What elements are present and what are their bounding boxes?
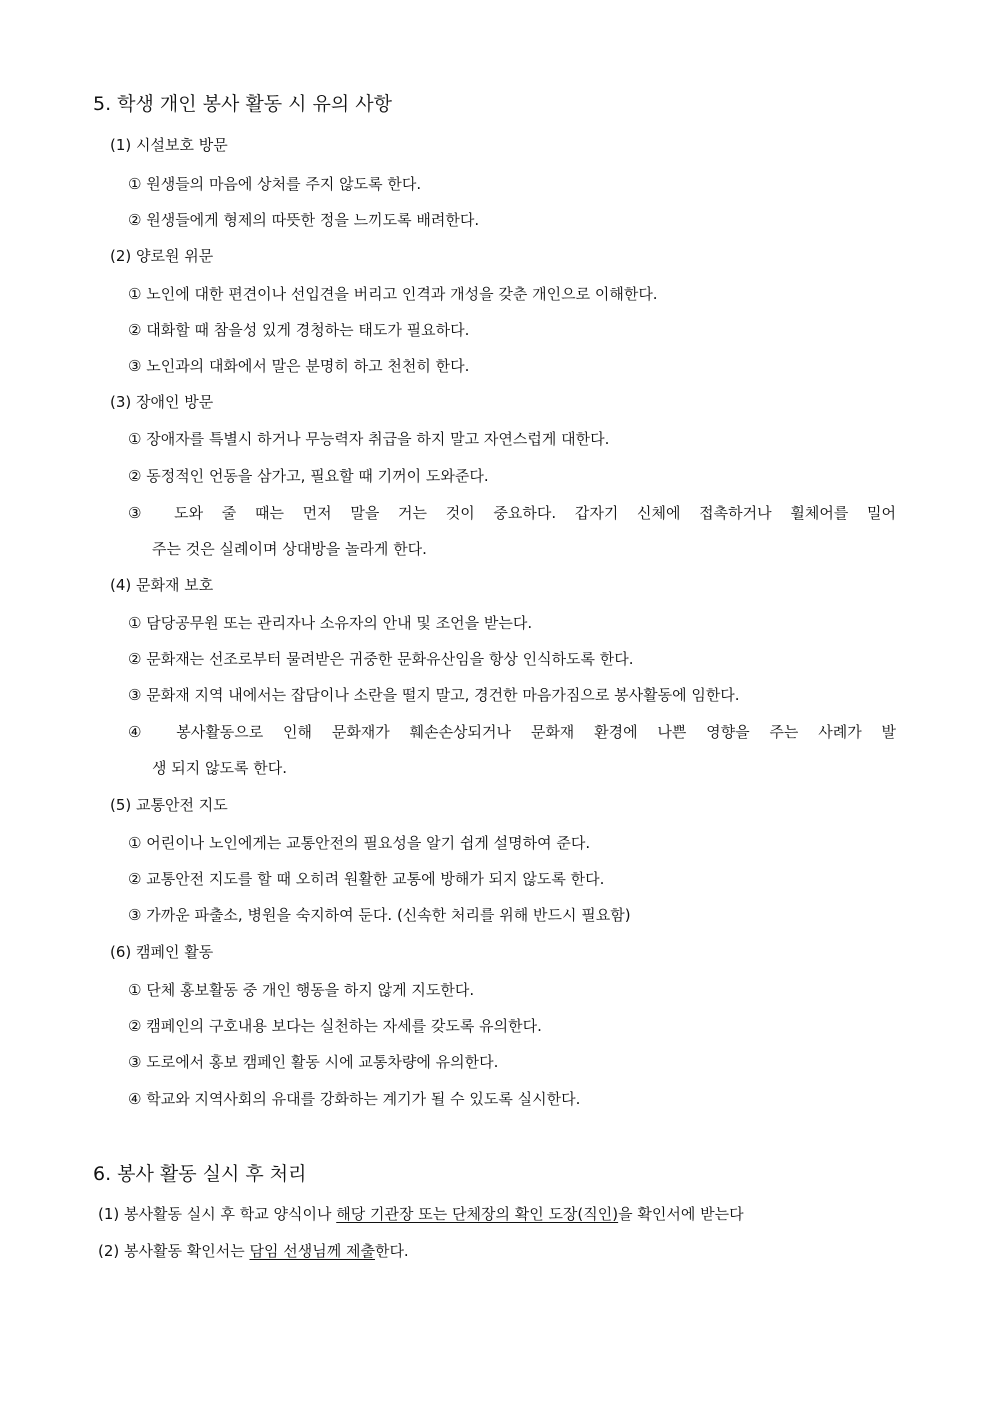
list-item: ③ 노인과의 대화에서 말은 분명히 하고 천천히 한다. xyxy=(128,357,470,375)
subsection-4-heading: (4) 문화재 보호 xyxy=(110,576,214,594)
list-item-line-1: ④ 봉사활동으로 인해 문화재가 훼손손상되거나 문화재 환경에 나쁜 영향을 주는 사례가 발 xyxy=(128,723,896,741)
section-6-line-1 xyxy=(98,1203,744,1225)
section-6-line-2 xyxy=(98,1240,409,1262)
list-item: ① 어린이나 노인에게는 교통안전의 필요성을 알기 쉽게 설명하여 준다. xyxy=(128,834,591,852)
subsection-5-heading: (5) 교통안전 지도 xyxy=(110,796,228,814)
emphasized-text: 해당 기관장 또는 단체장의 확인 도장(직인) xyxy=(336,1205,619,1223)
list-item: ② 문화재는 선조로부터 물려받은 귀중한 문화유산임을 항상 인식하도록 한다. xyxy=(128,650,634,668)
list-item: ② 동정적인 언동을 삼가고, 필요할 때 기꺼이 도와준다. xyxy=(128,467,489,485)
list-item: ① 원생들의 마음에 상처를 주지 않도록 한다. xyxy=(128,175,422,193)
list-item-wrapped xyxy=(128,721,896,779)
list-item: ② 원생들에게 형제의 따뜻한 정을 느끼도록 배려한다. xyxy=(128,211,480,229)
list-item: ③ 가까운 파출소, 병원을 숙지하여 둔다. (신속한 처리를 위해 반드시 필요함) xyxy=(128,906,631,924)
list-item: ② 교통안전 지도를 할 때 오히려 원활한 교통에 방해가 되지 않도록 한다. xyxy=(128,870,605,888)
list-item: ① 장애자를 특별시 하거나 무능력자 취급을 하지 말고 자연스럽게 대한다. xyxy=(128,430,610,448)
section-6-title: 6. 봉사 활동 실시 후 처리 xyxy=(93,1163,307,1185)
list-item-line-1: ③ 도와 줄 때는 먼저 말을 거는 것이 중요하다. 갑자기 신체에 접촉하거나 휠체어를 밀어 xyxy=(128,504,896,522)
list-item: ② 대화할 때 참을성 있게 경청하는 태도가 필요하다. xyxy=(128,321,470,339)
subsection-3-heading: (3) 장애인 방문 xyxy=(110,393,214,411)
line-text: (2) 봉사활동 확인서는 xyxy=(98,1242,250,1260)
subsection-1-heading: (1) 시설보호 방문 xyxy=(110,136,228,154)
list-item: ① 노인에 대한 편견이나 선입견을 버리고 인격과 개성을 갖춘 개인으로 이해한다. xyxy=(128,285,658,303)
subsection-2-heading: (2) 양로원 위문 xyxy=(110,247,214,265)
line-text: 을 확인서에 받는다 xyxy=(618,1205,744,1223)
list-item: ③ 도로에서 홍보 캠페인 활동 시에 교통차량에 유의한다. xyxy=(128,1053,499,1071)
list-item: ① 단체 홍보활동 중 개인 행동을 하지 않게 지도한다. xyxy=(128,981,475,999)
list-item: ① 담당공무원 또는 관리자나 소유자의 안내 및 조언을 받는다. xyxy=(128,614,533,632)
list-item-line-2: 주는 것은 실례이며 상대방을 놀라게 한다. xyxy=(152,540,427,558)
line-text: 한다. xyxy=(374,1242,409,1260)
emphasized-text: 담임 선생님께 제출 xyxy=(249,1242,375,1260)
list-item: ② 캠페인의 구호내용 보다는 실천하는 자세를 갖도록 유의한다. xyxy=(128,1017,542,1035)
subsection-6-heading: (6) 캠페인 활동 xyxy=(110,943,214,961)
list-item-wrapped xyxy=(128,502,896,560)
line-text: (1) 봉사활동 실시 후 학교 양식이나 xyxy=(98,1205,337,1223)
section-5-title: 5. 학생 개인 봉사 활동 시 유의 사항 xyxy=(93,93,393,115)
list-item-line-2: 생 되지 않도록 한다. xyxy=(152,759,287,777)
list-item: ④ 학교와 지역사회의 유대를 강화하는 계기가 될 수 있도록 실시한다. xyxy=(128,1090,581,1108)
list-item: ③ 문화재 지역 내에서는 잡담이나 소란을 떨지 말고, 경건한 마음가짐으로 봉사활동에 임한다. xyxy=(128,686,740,704)
